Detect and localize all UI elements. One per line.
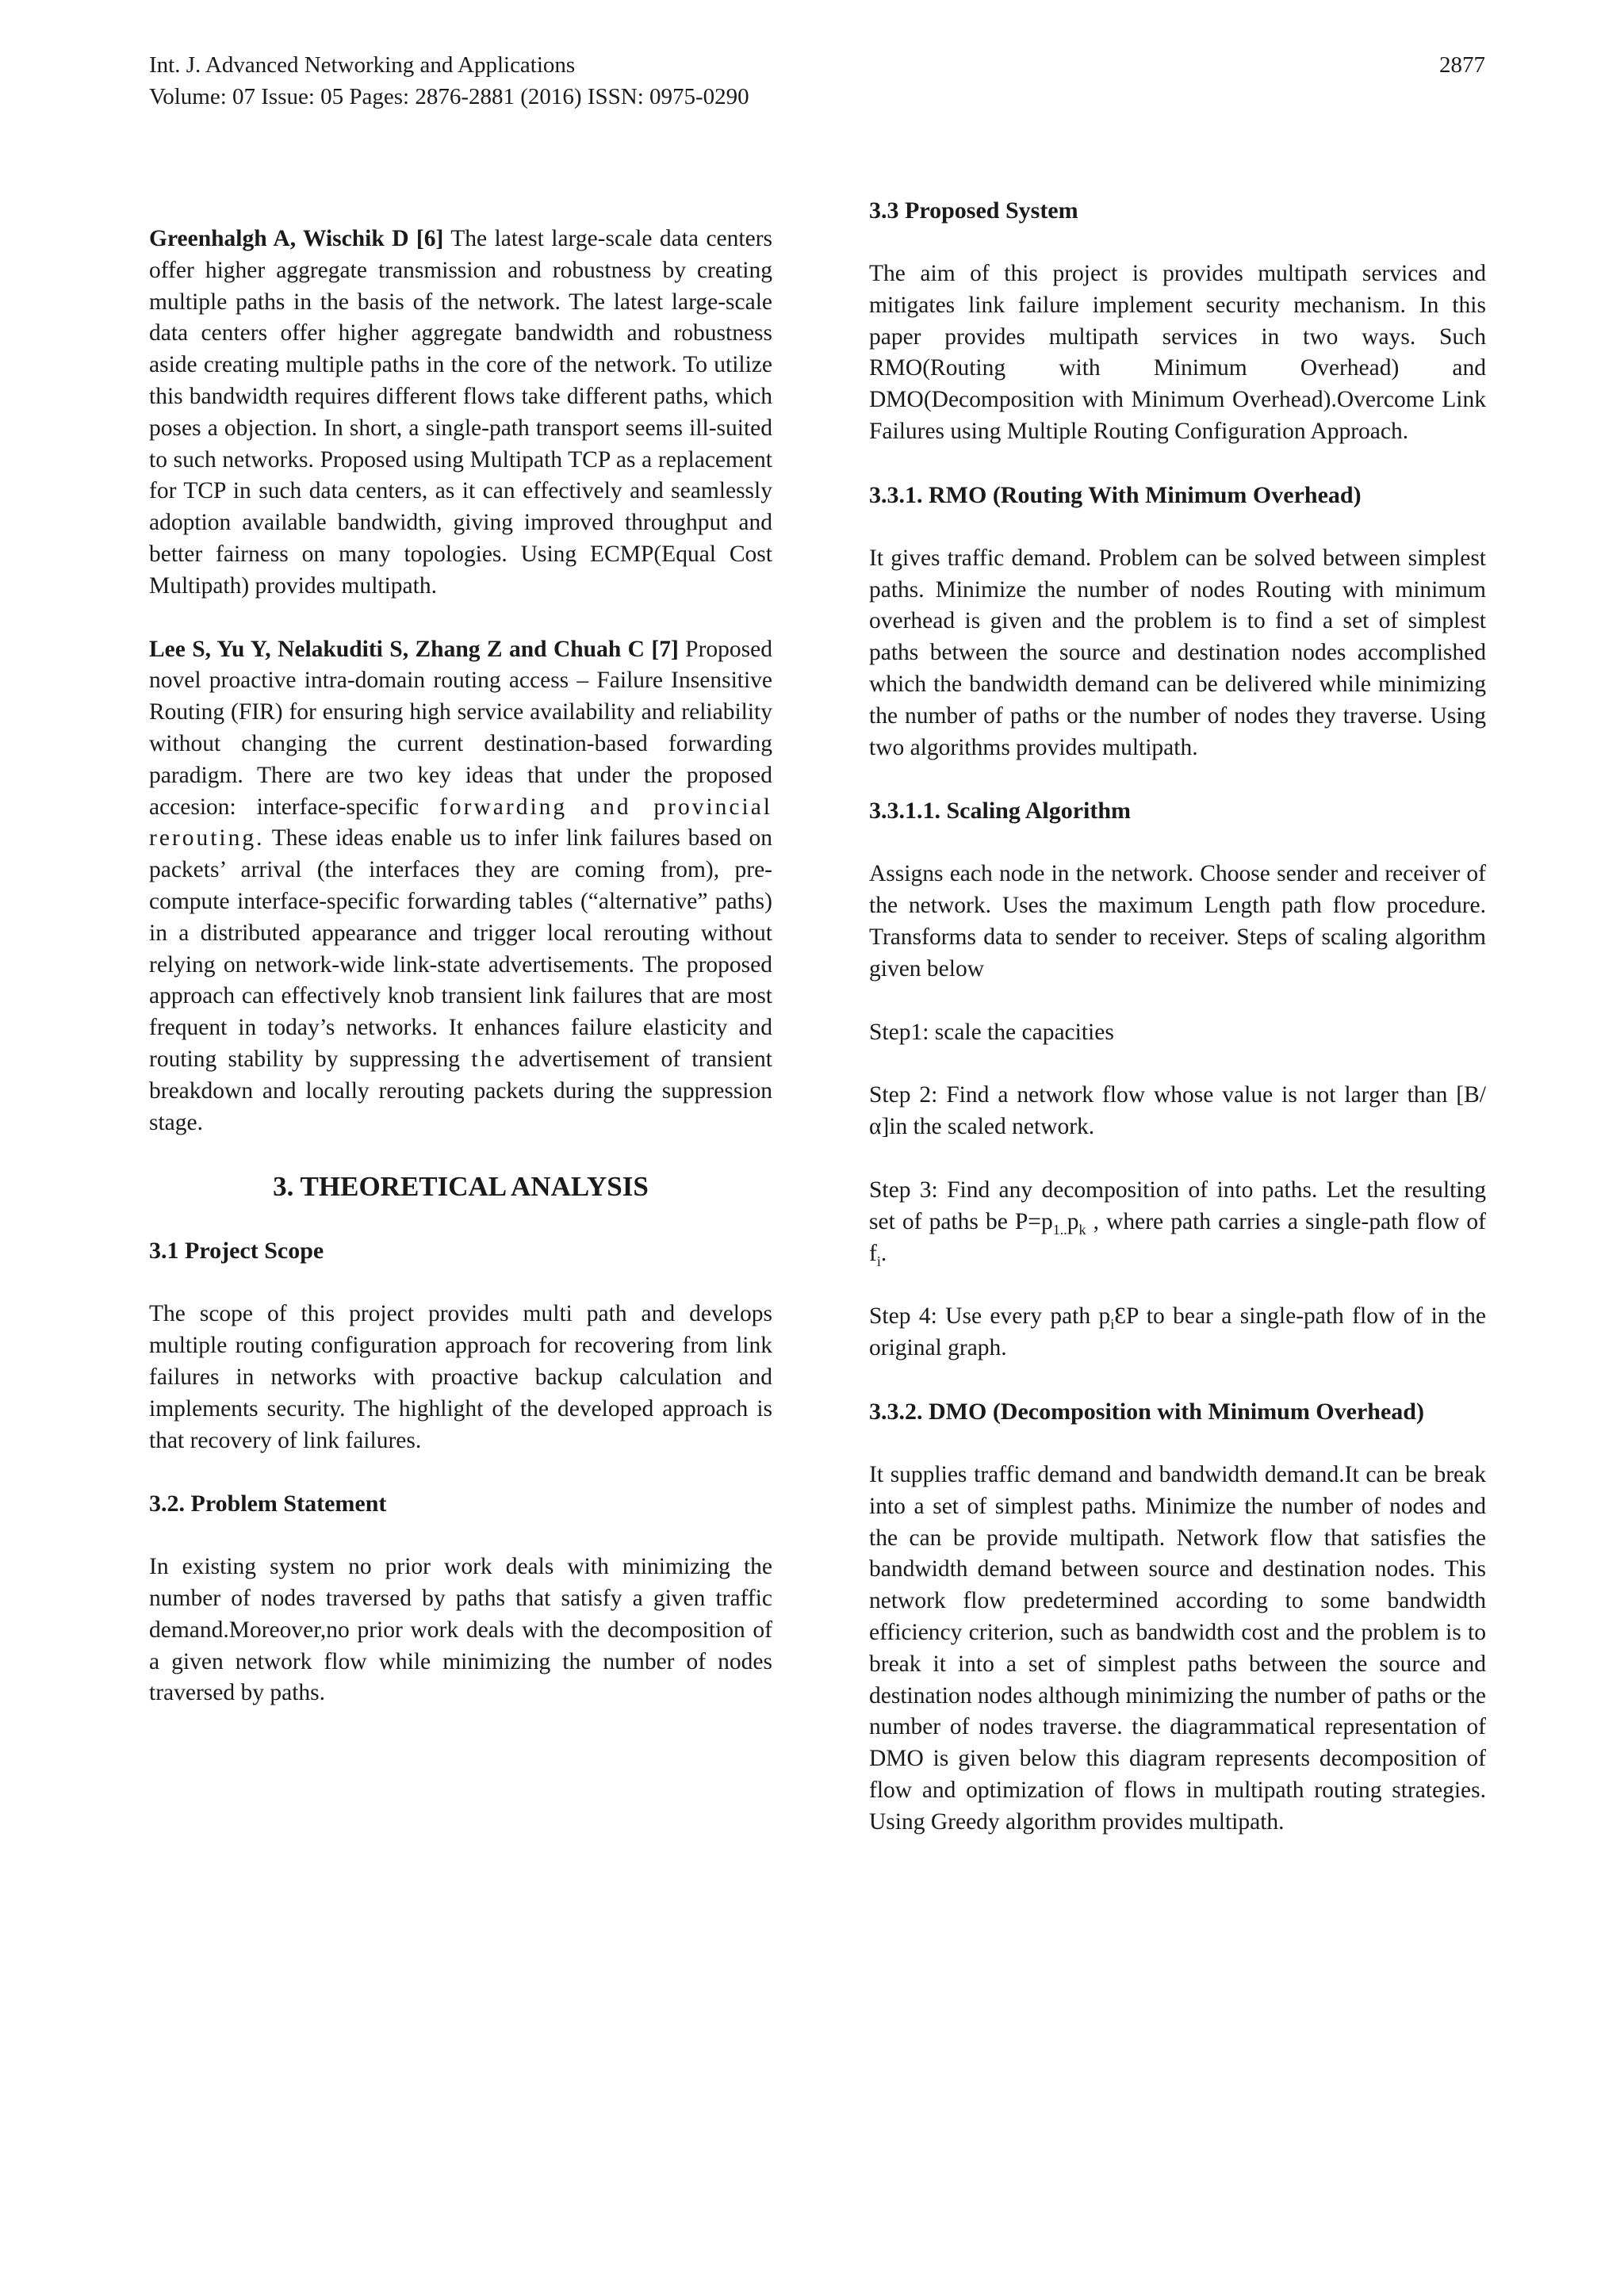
section-3-3-1-paragraph: It gives traffic demand. Problem can be solved between simplest paths. Minimize the number of nodes Routing with minimum overhead is given and the problem is to find a set of simplest paths between the source and destination nodes accomplished which the bandwidth demand can be delivered while minimizing the number of paths or the number of nodes they traverse. Using two algorithms provides multipath.: [869, 545, 1486, 760]
section-3-1-paragraph: The scope of this project provides multi path and develops multiple routing configuration approach for recovering from link failures in networks with proactive backup calculation and implements security. The highlight of the developed approach is that recovery of link failures.: [149, 1301, 772, 1453]
section-3-3-1-1-heading: 3.3.1.1. Scaling Algorithm: [869, 798, 1132, 825]
page-number: 2877: [1439, 52, 1485, 78]
algorithm-step-2: Step 2: Find a network flow whose value is not larger than [B/α]in the scaled network.: [869, 1082, 1486, 1140]
section-3-3-heading: 3.3 Proposed System: [869, 197, 1078, 224]
section-3-3-1-heading: 3.3.1. RMO (Routing With Minimum Overhead): [869, 481, 1362, 508]
right-column: [869, 195, 1486, 1838]
volume-line: Volume: 07 Issue: 05 Pages: 2876-2881 (2016) ISSN: 0975-0290: [149, 84, 749, 109]
journal-name: Int. J. Advanced Networking and Applications: [149, 52, 576, 78]
section-3-3-1-1-paragraph: Assigns each node in the network. Choose sender and receiver of the network. Uses the maximum Length path flow procedure. Transforms data to sender to receiver. Steps of scaling algorithm given below: [869, 861, 1486, 982]
algorithm-step-3: Step 3: Find any decomposition of into paths. Let the resulting set of paths be $P=p_{1..}p_k$ , where path carries a single-path flow of $f_i$.: [869, 1177, 1486, 1269]
algorithm-step-4: Step 4: Use every path $p_iƐP$ to bear a single-path flow of in the original graph.: [869, 1303, 1486, 1361]
running-header: [149, 49, 1485, 113]
section-3-heading: 3. THEORETICAL ANALYSIS: [273, 1171, 649, 1203]
section-3-1-heading: 3.1 Project Scope: [149, 1238, 324, 1265]
reference-7-paragraph: Lee S, Yu Y, Nelakuditi S, Zhang Z and Chuah C [7] Proposed novel proactive intra-domain routing access – Failure Insensitive Routing (FIR) for ensuring high service availability and reliability without changing the current destination-based forwarding paradigm. There are two key ideas that under the proposed accesion: interface-specific forwarding and provincial rerouting. These ideas enable us to infer link failures based on packets’ arrival (the interfaces they are coming from), pre-compute interface-specific forwarding tables (“alternative” paths) in a distributed appearance and trigger local rerouting without relying on network-wide link-state advertisements. The proposed approach can effectively knob transient link failures that are most frequent in today’s networks. It enhances failure elasticity and routing stability by suppressing the advertisement of transient breakdown and locally rerouting packets during the suppression stage.: [149, 636, 773, 1135]
reference-7-authors: Lee S, Yu Y, Nelakuditi S, Zhang Z and Chuah C [7]: [149, 636, 679, 662]
section-3-2-heading: 3.2. Problem Statement: [149, 1490, 387, 1517]
left-column: [149, 224, 772, 1709]
algorithm-step-1: Step1: scale the capacities: [869, 1019, 1114, 1045]
reference-6-paragraph: Greenhalgh A, Wischik D [6] The latest large-scale data centers offer higher aggregate transmission and robustness by creating multiple paths in the basis of the network. The latest large-scale data centers offer higher aggregate bandwidth and robustness aside creating multiple paths in the core of the network. To utilize this bandwidth requires different flows take different paths, which poses a objection. In short, a single-path transport seems ill-suited to such networks. Proposed using Multipath TCP as a replacement for TCP in such data centers, as it can effectively and seamlessly adoption available bandwidth, giving improved throughput and better fairness on many topologies. Using ECMP(Equal Cost Multipath) provides multipath.: [149, 226, 772, 599]
reference-6-authors: Greenhalgh A, Wischik D [6]: [149, 226, 444, 251]
section-3-2-paragraph: In existing system no prior work deals with minimizing the number of nodes traversed by paths that satisfy a given traffic demand.Moreover,no prior work deals with the decomposition of a given network flow while minimizing the number of nodes traversed by paths.: [149, 1554, 772, 1706]
section-3-3-2-heading: 3.3.2. DMO (Decomposition with Minimum Overhead): [869, 1398, 1424, 1425]
section-3-3-2-paragraph: It supplies traffic demand and bandwidth demand.It can be break into a set of simplest paths. Minimize the number of nodes and the can be provide multipath. Network flow that satisfies the bandwidth demand between source and destination nodes. This network flow predetermined according to some bandwidth efficiency criterion, such as bandwidth cost and the problem is to break it into a set of simplest paths between the source and destination nodes although minimizing the number of paths or the number of nodes traverse. the diagrammatical representation of DMO is given below this diagram represents decomposition of flow and optimization of flows in multipath routing strategies. Using Greedy algorithm provides multipath.: [869, 1461, 1486, 1835]
section-3-3-paragraph: The aim of this project is provides multipath services and mitigates link failure implement security mechanism. In this paper provides multipath services in two ways. Such RMO(Routing with Minimum Overhead) and DMO(Decomposition with Minimum Overhead).Overcome Link Failures using Multiple Routing Configuration Approach.: [869, 261, 1486, 444]
